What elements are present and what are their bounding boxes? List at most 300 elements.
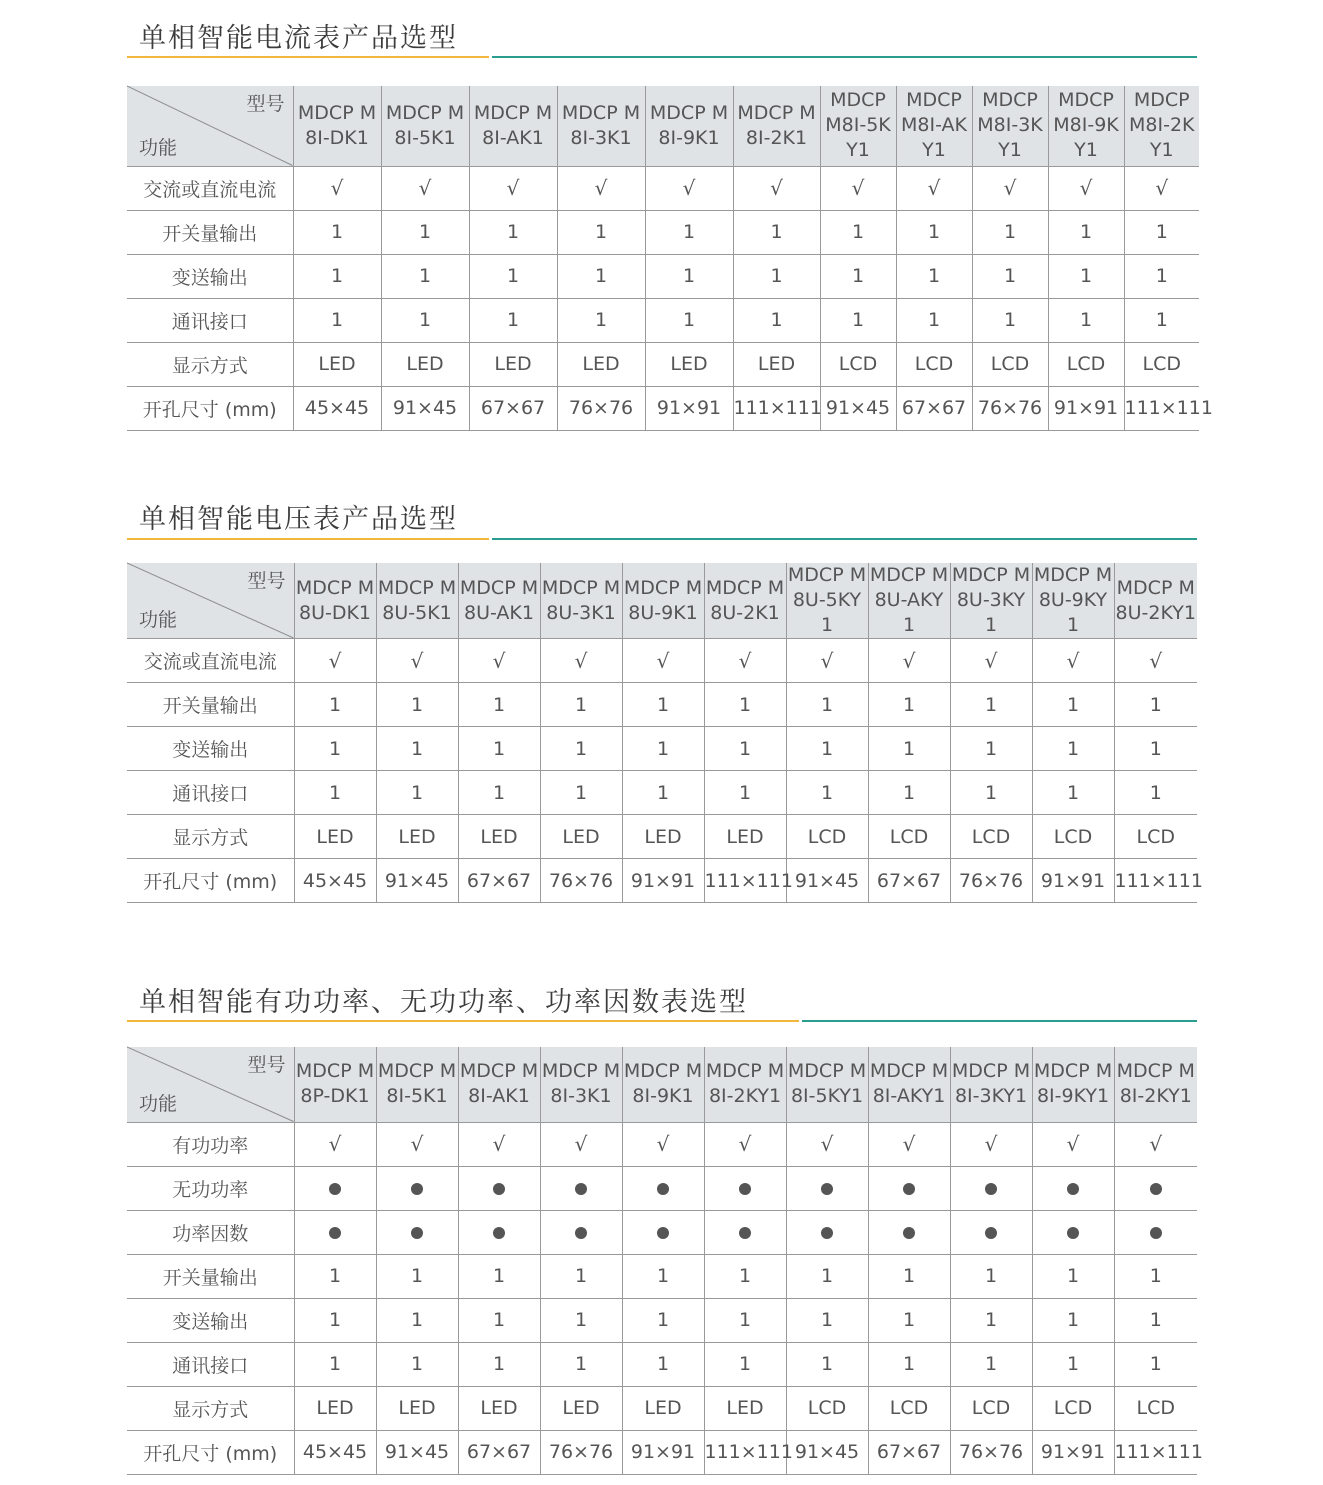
- check-icon: √: [984, 648, 998, 673]
- value-cell: 76×76: [972, 386, 1048, 430]
- check-mark: [469, 166, 557, 210]
- check-icon: √: [984, 1132, 998, 1156]
- value-cell: 1: [786, 771, 868, 815]
- value-cell: 1: [458, 683, 540, 727]
- model-header-cell: [950, 563, 1032, 639]
- model-name: MDCP M8I-9K1: [623, 1060, 703, 1108]
- model-name: MDCP M8U-AK1: [459, 576, 539, 624]
- value-cell: 1: [1114, 1298, 1197, 1342]
- model-header-cell: [786, 563, 868, 639]
- dot-icon: [903, 1183, 915, 1195]
- check-mark: [381, 166, 469, 210]
- value-cell: 1: [786, 1342, 868, 1386]
- check-icon: √: [682, 176, 696, 200]
- value-cell: 1: [645, 298, 733, 342]
- model-header-cell: [1124, 86, 1199, 166]
- value-cell: 1: [376, 1254, 458, 1298]
- title-underline: [127, 538, 1197, 540]
- value-cell: LCD: [786, 1386, 868, 1430]
- model-name: MDCP M8I-AK1: [459, 1060, 539, 1108]
- check-mark: [950, 639, 1032, 683]
- value-cell: 1: [469, 254, 557, 298]
- value-cell: 1: [294, 1342, 376, 1386]
- table-row: [127, 1430, 1197, 1474]
- value-cell: 76×76: [540, 1430, 622, 1474]
- table-row: [127, 815, 1197, 859]
- value-cell: 111×111: [733, 386, 820, 430]
- function-label: 通讯接口: [127, 298, 293, 342]
- model-header-cell: [1114, 563, 1197, 639]
- check-icon: √: [328, 1132, 342, 1156]
- model-header-cell: [645, 86, 733, 166]
- model-name: MDCP M8U-9K1: [623, 576, 703, 624]
- value-cell: 1: [622, 1298, 704, 1342]
- table-header-row: [127, 86, 1199, 166]
- value-cell: LED: [540, 1386, 622, 1430]
- value-cell: 1: [293, 254, 381, 298]
- check-mark: [458, 639, 540, 683]
- function-label: 通讯接口: [127, 771, 294, 815]
- model-name: MDCP M8I-9KY1: [1033, 1060, 1113, 1108]
- model-header-cell: [896, 86, 972, 166]
- model-header-cell: [622, 563, 704, 639]
- dot-icon: [1150, 1227, 1162, 1239]
- value-cell: 1: [950, 1342, 1032, 1386]
- corner-cell: [127, 563, 294, 639]
- value-cell: LED: [376, 815, 458, 859]
- check-icon: √: [328, 648, 342, 673]
- function-label: 通讯接口: [127, 1342, 294, 1386]
- corner-label-model: 型号: [246, 93, 285, 115]
- value-cell: 1: [540, 1298, 622, 1342]
- table-header-row: [127, 563, 1197, 639]
- model-name: MDCP M8I-3K1: [561, 101, 641, 149]
- value-cell: 1: [458, 771, 540, 815]
- model-header-cell: [1032, 1047, 1114, 1122]
- check-icon: √: [410, 648, 424, 673]
- value-cell: 1: [1114, 1342, 1197, 1386]
- value-cell: 1: [950, 683, 1032, 727]
- value-cell: 1: [557, 298, 645, 342]
- model-header-cell: [294, 563, 376, 639]
- table-row: [127, 639, 1197, 683]
- value-cell: 91×45: [786, 859, 868, 903]
- check-mark: [733, 166, 820, 210]
- table-row: [127, 1210, 1197, 1254]
- model-header-cell: [381, 86, 469, 166]
- model-header-cell: [868, 1047, 950, 1122]
- model-header-cell: [1048, 86, 1124, 166]
- model-header-cell: [1032, 563, 1114, 639]
- spec-table: [127, 1047, 1203, 1475]
- model-name: MDCP M8I-3K1: [541, 1060, 621, 1108]
- model-header-cell: [293, 86, 381, 166]
- table-row: [127, 166, 1199, 210]
- function-label: 开关量输出: [127, 683, 294, 727]
- value-cell: 1: [1032, 683, 1114, 727]
- value-cell: 1: [1048, 254, 1124, 298]
- value-cell: 91×45: [381, 386, 469, 430]
- model-header-cell: [820, 86, 896, 166]
- corner-label-function: 功能: [139, 1092, 178, 1115]
- value-cell: LED: [458, 1386, 540, 1430]
- table-row: [127, 1386, 1197, 1430]
- model-header-cell: [540, 1047, 622, 1122]
- value-cell: 1: [645, 254, 733, 298]
- model-header-cell: [376, 563, 458, 639]
- function-label: 交流或直流电流: [127, 166, 293, 210]
- value-cell: 1: [294, 683, 376, 727]
- model-name: MDCP M8I-AKY1: [869, 1060, 949, 1108]
- value-cell: 1: [820, 254, 896, 298]
- check-mark: [622, 1122, 704, 1166]
- model-name: MDCP M8U-2KY1: [1115, 576, 1196, 624]
- check-mark: [645, 166, 733, 210]
- table-row: [127, 254, 1199, 298]
- section-title: 单相智能电压表产品选型: [139, 504, 458, 535]
- model-header-cell: [294, 1047, 376, 1122]
- value-cell: LED: [622, 1386, 704, 1430]
- table-row: [127, 1166, 1197, 1210]
- check-icon: √: [492, 1132, 506, 1156]
- check-icon: √: [492, 648, 506, 673]
- value-cell: LED: [622, 815, 704, 859]
- check-icon: √: [1155, 176, 1169, 200]
- value-cell: 1: [376, 683, 458, 727]
- value-cell: 91×45: [820, 386, 896, 430]
- value-cell: 91×91: [1048, 386, 1124, 430]
- value-cell: 1: [1114, 727, 1197, 771]
- value-cell: 67×67: [458, 1430, 540, 1474]
- value-cell: 1: [1124, 254, 1199, 298]
- table-row: [127, 683, 1197, 727]
- value-cell: LED: [376, 1386, 458, 1430]
- function-label: 变送输出: [127, 727, 294, 771]
- dot-mark: [950, 1210, 1032, 1254]
- dot-mark: [1032, 1166, 1114, 1210]
- section-title: 单相智能有功功率、无功功率、功率因数表选型: [139, 987, 748, 1018]
- dot-mark: [786, 1166, 868, 1210]
- corner-label-function: 功能: [139, 136, 178, 159]
- model-header-cell: [704, 563, 786, 639]
- value-cell: LED: [733, 342, 820, 386]
- dot-mark: [868, 1166, 950, 1210]
- model-name: MDCP M8I-2K1: [737, 101, 816, 149]
- check-mark: [1032, 1122, 1114, 1166]
- value-cell: LED: [557, 342, 645, 386]
- check-icon: √: [574, 648, 588, 673]
- check-mark: [294, 1122, 376, 1166]
- table-row: [127, 1342, 1197, 1386]
- value-cell: 1: [868, 1254, 950, 1298]
- check-icon: √: [770, 176, 783, 200]
- value-cell: LCD: [1048, 342, 1124, 386]
- check-mark: [540, 639, 622, 683]
- value-cell: LED: [540, 815, 622, 859]
- check-mark: [972, 166, 1048, 210]
- value-cell: 1: [868, 1298, 950, 1342]
- check-icon: √: [656, 1132, 670, 1156]
- corner-label-model: 型号: [247, 570, 286, 592]
- value-cell: 1: [1114, 771, 1197, 815]
- value-cell: 67×67: [469, 386, 557, 430]
- check-mark: [294, 639, 376, 683]
- value-cell: LCD: [1124, 342, 1199, 386]
- check-mark: [868, 1122, 950, 1166]
- check-mark: [622, 639, 704, 683]
- value-cell: 1: [786, 683, 868, 727]
- function-label: 变送输出: [127, 1298, 294, 1342]
- dot-mark: [376, 1166, 458, 1210]
- value-cell: 1: [540, 683, 622, 727]
- table-row: [127, 771, 1197, 815]
- model-name: MDCP M8I-3KY1: [951, 1060, 1031, 1108]
- value-cell: 91×91: [622, 859, 704, 903]
- dot-icon: [329, 1227, 341, 1239]
- model-header-cell: [458, 1047, 540, 1122]
- model-header-cell: [622, 1047, 704, 1122]
- value-cell: 1: [1032, 727, 1114, 771]
- value-cell: LCD: [972, 342, 1048, 386]
- value-cell: LED: [381, 342, 469, 386]
- dot-icon: [493, 1183, 505, 1195]
- title-underline: [127, 56, 1197, 58]
- value-cell: 45×45: [294, 1430, 376, 1474]
- value-cell: 1: [469, 298, 557, 342]
- value-cell: 1: [704, 727, 786, 771]
- dot-icon: [821, 1227, 833, 1239]
- value-cell: LCD: [1032, 815, 1114, 859]
- check-icon: √: [902, 648, 916, 673]
- check-mark: [376, 639, 458, 683]
- value-cell: 1: [622, 1254, 704, 1298]
- value-cell: 1: [972, 210, 1048, 254]
- table-row: [127, 727, 1197, 771]
- model-name: MDCP M8I-3KY1: [977, 89, 1043, 162]
- function-label: 开关量输出: [127, 1254, 294, 1298]
- check-icon: √: [738, 648, 752, 673]
- value-cell: 1: [381, 254, 469, 298]
- function-label: 显示方式: [127, 342, 293, 386]
- check-icon: √: [1079, 176, 1093, 200]
- value-cell: 1: [294, 727, 376, 771]
- model-header-cell: [733, 86, 820, 166]
- value-cell: 1: [704, 1342, 786, 1386]
- value-cell: 91×45: [786, 1430, 868, 1474]
- value-cell: 76×76: [950, 859, 1032, 903]
- model-name: MDCP M8U-9KY1: [1033, 564, 1113, 636]
- value-cell: 1: [1114, 1254, 1197, 1298]
- check-mark: [540, 1122, 622, 1166]
- check-mark: [1124, 166, 1199, 210]
- model-header-cell: [950, 1047, 1032, 1122]
- check-mark: [820, 166, 896, 210]
- value-cell: 67×67: [868, 859, 950, 903]
- function-label: 功率因数: [127, 1210, 294, 1254]
- model-header-cell: [469, 86, 557, 166]
- function-label: 开孔尺寸 (mm): [127, 859, 294, 903]
- dot-mark: [1114, 1166, 1197, 1210]
- value-cell: 91×45: [376, 859, 458, 903]
- model-name: MDCP M8U-5K1: [377, 576, 457, 624]
- check-icon: √: [738, 1132, 752, 1156]
- value-cell: 1: [1048, 210, 1124, 254]
- function-label: 开关量输出: [127, 210, 293, 254]
- value-cell: LCD: [1114, 1386, 1197, 1430]
- value-cell: 45×45: [293, 386, 381, 430]
- value-cell: 1: [896, 210, 972, 254]
- model-name: MDCP M8I-5K1: [377, 1060, 457, 1108]
- value-cell: 1: [1032, 1342, 1114, 1386]
- value-cell: 1: [950, 727, 1032, 771]
- corner-cell: [127, 1047, 294, 1122]
- value-cell: 91×91: [1032, 859, 1114, 903]
- value-cell: 1: [557, 210, 645, 254]
- check-mark: [704, 1122, 786, 1166]
- model-name: MDCP M8U-3K1: [541, 576, 621, 624]
- value-cell: 76×76: [557, 386, 645, 430]
- value-cell: 1: [868, 1342, 950, 1386]
- value-cell: 111×111: [704, 859, 786, 903]
- check-icon: √: [851, 176, 865, 200]
- check-icon: √: [574, 1132, 588, 1156]
- value-cell: 91×91: [645, 386, 733, 430]
- value-cell: 1: [786, 1254, 868, 1298]
- model-header-cell: [557, 86, 645, 166]
- dot-icon: [821, 1183, 833, 1195]
- value-cell: 1: [1114, 683, 1197, 727]
- check-icon: √: [330, 176, 344, 200]
- dot-mark: [868, 1210, 950, 1254]
- model-header-cell: [786, 1047, 868, 1122]
- dot-mark: [622, 1166, 704, 1210]
- value-cell: 1: [1032, 1254, 1114, 1298]
- model-header-cell: [376, 1047, 458, 1122]
- table-row: [127, 1122, 1197, 1166]
- corner-label-model: 型号: [247, 1054, 286, 1076]
- value-cell: 1: [950, 771, 1032, 815]
- dot-mark: [294, 1210, 376, 1254]
- model-header-cell: [704, 1047, 786, 1122]
- value-cell: LED: [293, 342, 381, 386]
- function-label: 开孔尺寸 (mm): [127, 1430, 294, 1474]
- model-name: MDCP M8I-5KY1: [787, 1060, 867, 1108]
- value-cell: LED: [294, 1386, 376, 1430]
- value-cell: 1: [972, 254, 1048, 298]
- section-title: 单相智能电流表产品选型: [139, 23, 458, 54]
- value-cell: 91×45: [376, 1430, 458, 1474]
- dot-icon: [329, 1183, 341, 1195]
- value-cell: 1: [622, 683, 704, 727]
- title-underline: [127, 1020, 1197, 1022]
- value-cell: 1: [294, 771, 376, 815]
- value-cell: 1: [972, 298, 1048, 342]
- value-cell: 67×67: [868, 1430, 950, 1474]
- value-cell: 1: [622, 771, 704, 815]
- model-name: MDCP M8P-DK1: [295, 1060, 375, 1108]
- spec-table: [127, 86, 1213, 431]
- value-cell: 1: [1032, 771, 1114, 815]
- value-cell: 67×67: [458, 859, 540, 903]
- check-mark: [896, 166, 972, 210]
- value-cell: 1: [868, 727, 950, 771]
- value-cell: 1: [820, 210, 896, 254]
- value-cell: 1: [293, 210, 381, 254]
- value-cell: LED: [645, 342, 733, 386]
- dot-icon: [739, 1183, 751, 1195]
- dot-icon: [1150, 1183, 1162, 1195]
- model-name: MDCP M8U-DK1: [295, 576, 375, 624]
- value-cell: 1: [896, 298, 972, 342]
- value-cell: 1: [896, 254, 972, 298]
- dot-mark: [622, 1210, 704, 1254]
- value-cell: 91×91: [622, 1430, 704, 1474]
- dot-icon: [411, 1227, 423, 1239]
- model-name: MDCP M8I-DK1: [297, 101, 377, 149]
- value-cell: LCD: [786, 815, 868, 859]
- model-name: MDCP M8I-9K1: [649, 101, 729, 149]
- check-icon: √: [594, 176, 608, 200]
- value-cell: 76×76: [950, 1430, 1032, 1474]
- value-cell: LCD: [950, 815, 1032, 859]
- value-cell: 1: [540, 771, 622, 815]
- value-cell: LCD: [1032, 1386, 1114, 1430]
- dot-mark: [786, 1210, 868, 1254]
- model-name: MDCP M8U-5KY1: [787, 564, 867, 636]
- value-cell: 1: [622, 727, 704, 771]
- value-cell: 1: [733, 298, 820, 342]
- function-label: 开孔尺寸 (mm): [127, 386, 293, 430]
- model-header-cell: [868, 563, 950, 639]
- function-label: 交流或直流电流: [127, 639, 294, 683]
- table-header-row: [127, 1047, 1197, 1122]
- value-cell: 111×111: [1124, 386, 1199, 430]
- dot-icon: [985, 1183, 997, 1195]
- value-cell: 1: [294, 1298, 376, 1342]
- check-mark: [1114, 1122, 1197, 1166]
- table-row: [127, 342, 1199, 386]
- value-cell: 1: [704, 1254, 786, 1298]
- value-cell: 111×111: [1114, 1430, 1197, 1474]
- dot-mark: [704, 1210, 786, 1254]
- value-cell: 1: [294, 1254, 376, 1298]
- value-cell: 1: [458, 1342, 540, 1386]
- value-cell: LCD: [868, 1386, 950, 1430]
- check-mark: [950, 1122, 1032, 1166]
- check-icon: √: [1066, 1132, 1080, 1156]
- function-label: 无功功率: [127, 1166, 294, 1210]
- dot-mark: [950, 1166, 1032, 1210]
- model-name: MDCP M8I-AKY1: [901, 89, 967, 162]
- value-cell: LCD: [1114, 815, 1197, 859]
- value-cell: 1: [458, 727, 540, 771]
- value-cell: 1: [820, 298, 896, 342]
- value-cell: LED: [704, 815, 786, 859]
- check-icon: √: [410, 1132, 424, 1156]
- value-cell: 1: [376, 771, 458, 815]
- check-mark: [786, 1122, 868, 1166]
- dot-icon: [1067, 1183, 1079, 1195]
- dot-icon: [1067, 1227, 1079, 1239]
- dot-mark: [1032, 1210, 1114, 1254]
- check-icon: √: [902, 1132, 916, 1156]
- value-cell: LCD: [896, 342, 972, 386]
- value-cell: 1: [645, 210, 733, 254]
- model-name: MDCP M8I-AK1: [473, 101, 553, 149]
- check-mark: [458, 1122, 540, 1166]
- model-name: MDCP M8U-3KY1: [951, 564, 1031, 636]
- value-cell: LED: [294, 815, 376, 859]
